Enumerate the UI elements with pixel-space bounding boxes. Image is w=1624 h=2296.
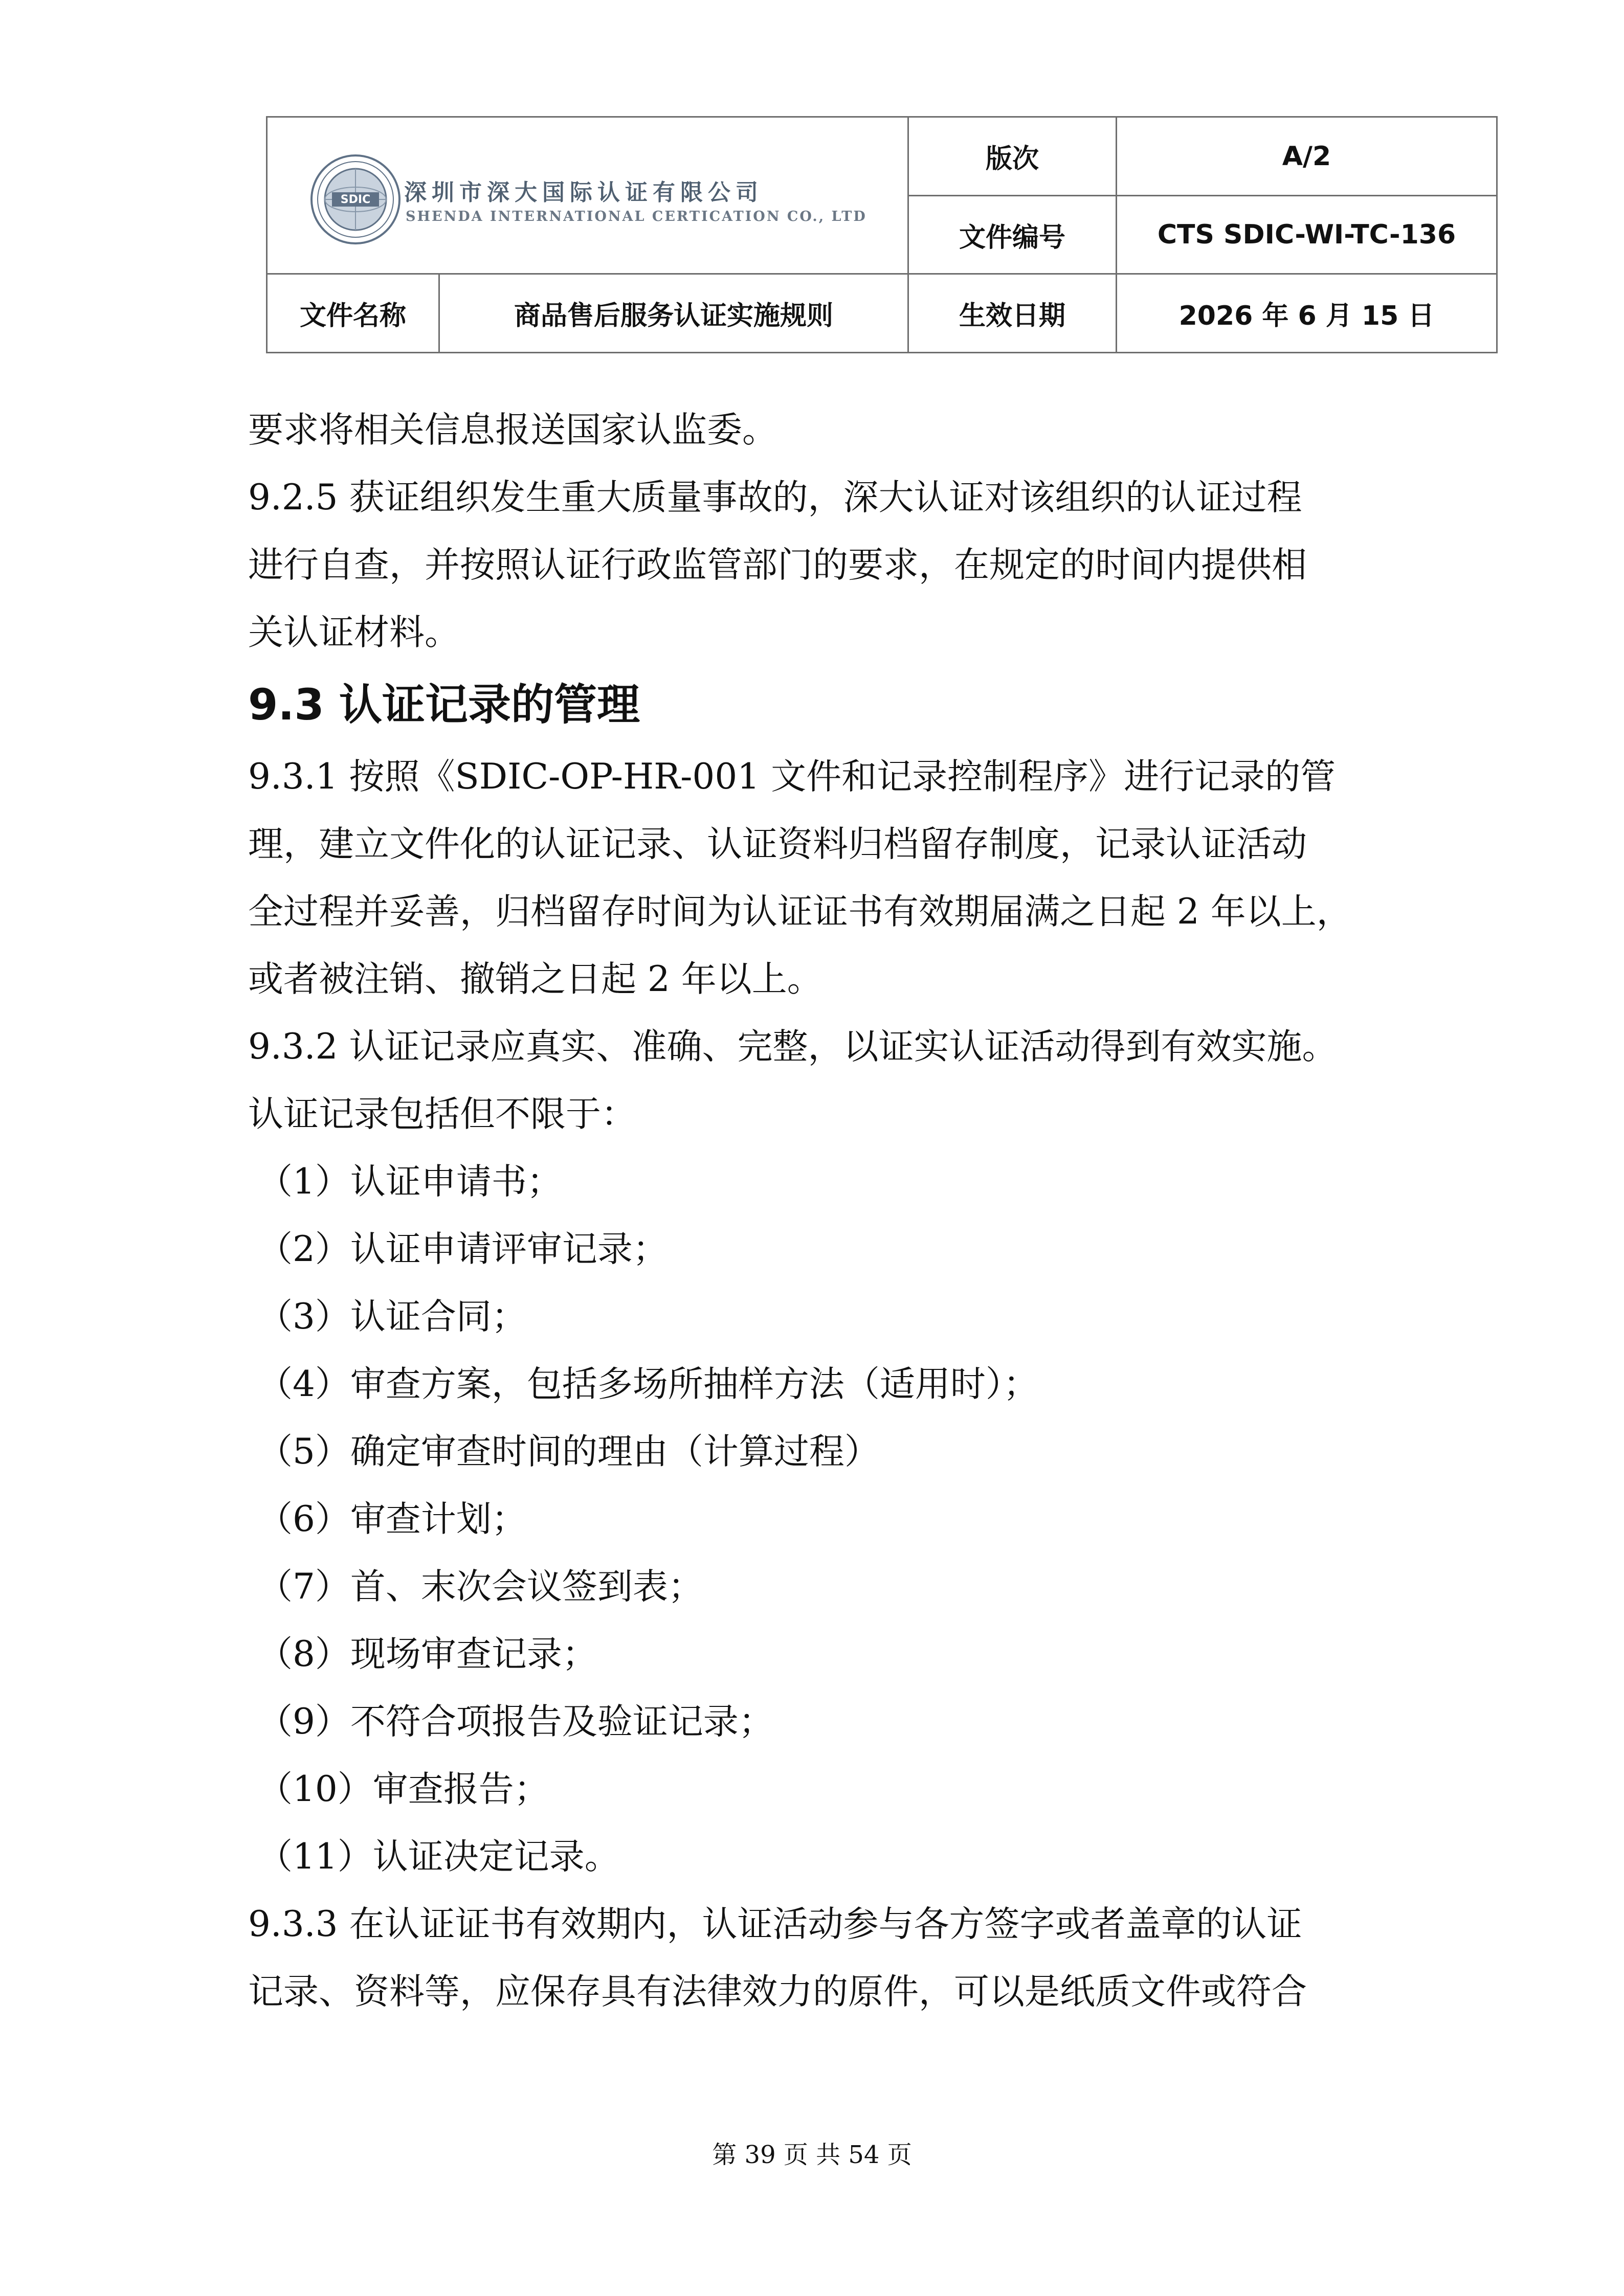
effective-date-label: 生效日期: [908, 274, 1117, 353]
version-value: A/2: [1117, 117, 1497, 196]
body-line: 进行自查，并按照认证行政监管部门的要求，在规定的时间内提供相: [248, 545, 1307, 586]
list-item: （5）确定审查时间的理由（计算过程）: [257, 1431, 880, 1472]
company-logo: [309, 153, 872, 256]
version-label: 版次: [908, 117, 1117, 196]
paragraph-line: 或者被注销、撤销之日起 2 年以上。: [248, 959, 822, 1000]
company-logo-cell: [267, 117, 908, 274]
doc-number-label: 文件编号: [908, 196, 1117, 274]
body-line: 9.2.5 获证组织发生重大质量事故的，深大认证对该组织的认证过程: [248, 477, 1302, 518]
body-line: 关认证材料。: [248, 612, 460, 653]
seal-text: SDIC: [340, 193, 371, 206]
list-item: （9）不符合项报告及验证记录；: [257, 1701, 774, 1742]
list-item: （7）首、末次会议签到表；: [257, 1566, 703, 1607]
document-header-table: [266, 116, 1498, 353]
list-item: （2）认证申请评审记录；: [257, 1229, 668, 1270]
page-number: 第 39 页 共 54 页: [712, 2141, 912, 2169]
list-item: （3）认证合同；: [257, 1296, 527, 1337]
paragraph-line: 9.3.1 按照《SDIC-OP-HR-001 文件和记录控制程序》进行记录的管: [248, 756, 1336, 797]
list-item: （1）认证申请书；: [257, 1161, 562, 1202]
list-item: （10）审查报告；: [257, 1769, 549, 1810]
paragraph-line: 9.3.2 认证记录应真实、准确、完整，以证实认证活动得到有效实施。: [248, 1026, 1338, 1067]
body-line: 要求将相关信息报送国家认监委。: [248, 410, 777, 451]
doc-name-value: 商品售后服务认证实施规则: [439, 274, 908, 353]
list-item: （11）认证决定记录。: [257, 1836, 620, 1877]
effective-date-value: 2026 年 6 月 15 日: [1117, 274, 1497, 353]
paragraph-line: 理，建立文件化的认证记录、认证资料归档留存制度，记录认证活动: [248, 824, 1307, 865]
closing-line: 9.3.3 在认证证书有效期内，认证活动参与各方签字或者盖章的认证: [248, 1904, 1302, 1945]
paragraph-line: 认证记录包括但不限于：: [248, 1094, 636, 1135]
closing-line: 记录、资料等，应保存具有法律效力的原件，可以是纸质文件或符合: [248, 1971, 1307, 2012]
list-item: （4）审查方案，包括多场所抽样方法（适用时）；: [257, 1364, 1039, 1405]
doc-number-value: CTS SDIC-WI-TC-136: [1117, 196, 1497, 274]
doc-name-label: 文件名称: [267, 274, 439, 353]
section-heading: 9.3 认证记录的管理: [248, 680, 640, 730]
list-item: （8）现场审查记录；: [257, 1634, 597, 1675]
company-name-cn: 深圳市深大国际认证有限公司: [404, 179, 763, 206]
list-item: （6）审查计划；: [257, 1499, 527, 1540]
document-body: [248, 396, 1394, 2025]
company-seal-icon: [309, 153, 402, 245]
paragraph-line: 全过程并妥善，归档留存时间为认证证书有效期届满之日起 2 年以上，: [248, 891, 1352, 932]
company-name-en: SHENDA INTERNATIONAL CERTICATION CO., LTD: [406, 209, 867, 224]
